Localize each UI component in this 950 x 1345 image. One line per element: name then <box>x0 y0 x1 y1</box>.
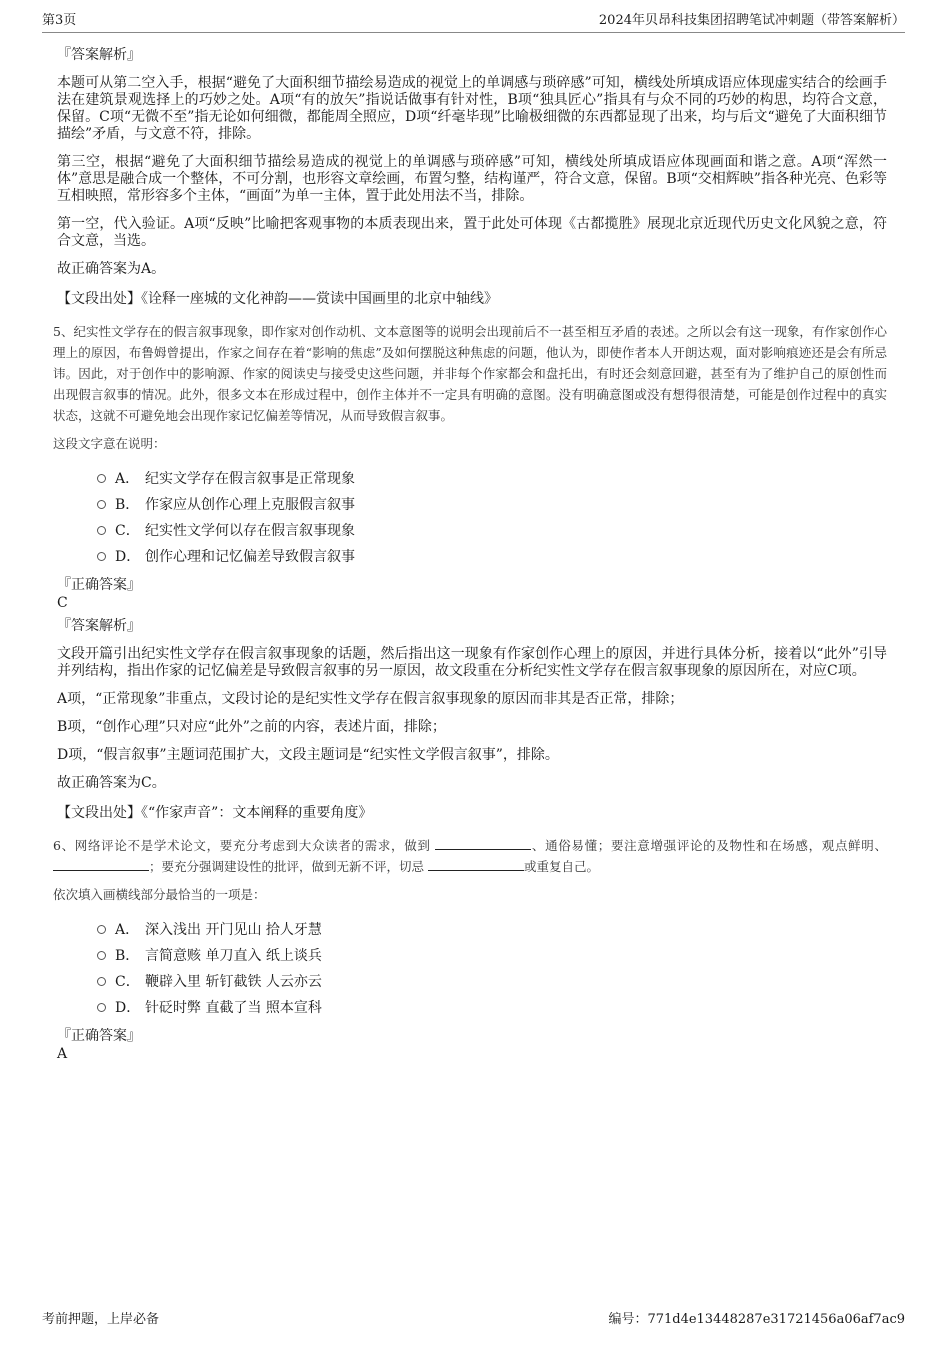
q6-options <box>97 917 887 1021</box>
radio-icon[interactable] <box>97 1003 106 1012</box>
q5-analysis-p2: A项，“正常现象”非重点，文段讨论的是纪实性文学存在假言叙事现象的原因而非其是否正常，排除； <box>57 691 684 707</box>
q6-prompt: 依次填入画横线部分最恰当的一项是： <box>53 887 266 902</box>
q6-option-d[interactable]: D． 针砭时弊 直截了当 照本宣科 <box>97 995 887 1021</box>
document-code: 编号：771d4e13448287e31721456a06af7ac9 <box>608 1312 905 1327</box>
q6-correct-answer: A <box>57 1046 68 1062</box>
radio-icon[interactable] <box>97 500 106 509</box>
radio-icon[interactable] <box>97 925 106 934</box>
page-number: 第3页 <box>42 13 77 28</box>
q4-analysis-p1: 本题可从第二空入手，根据“避免了大面积细节描绘易造成的视觉上的单调感与琐碎感”可知，横线处所填成语应体现虚实结合的绘画手法在建筑景观选择上的巧妙之处。A项“有的放矢”指说话做事有针对性，B项“独具匠心”指具有与众不同的巧妙的构思，均符合文意，保留。C项“无微不至”指无论如何细微，都能周全照应，D项“纤毫毕现”比喻极细微的东西都显现了出来，均与后文“避免了大面积细节描绘”矛盾，与文意不符，排除。 <box>57 75 887 142</box>
q5-option-a[interactable]: A． 纪实文学存在假言叙事是正常现象 <box>97 466 887 492</box>
q4-analysis-tag: 『答案解析』 <box>57 47 141 63</box>
radio-icon[interactable] <box>97 951 106 960</box>
q5-option-d[interactable]: D． 创作心理和记忆偏差导致假言叙事 <box>97 544 887 570</box>
q5-options <box>97 466 887 570</box>
q5-analysis-p5: 故正确答案为C。 <box>57 775 166 791</box>
q5-analysis-p4: D项，“假言叙事”主题词范围扩大，文段主题词是“纪实性文学假言叙事”，排除。 <box>57 747 559 763</box>
radio-icon[interactable] <box>97 552 106 561</box>
q4-analysis-p2: 第三空，根据“避免了大面积细节描绘易造成的视觉上的单调感与琐碎感”可知，横线处所填成语应体现画面和谐之意。A项“浑然一体”意思是融合成一个整体，不可分割，也形容文章绘画，布置匀整，结构谨严，符合文意，保留。B项“交相辉映”指各种光亮、色彩等互相映照，常形容多个主体，“画面”为单一主体，置于此处用法不当，排除。 <box>57 154 887 204</box>
q5-correct-tag: 『正确答案』 <box>57 577 141 593</box>
page-content <box>53 45 887 1067</box>
q5-correct-answer: C <box>57 595 68 611</box>
q5-option-c[interactable]: C． 纪实性文学何以存在假言叙事现象 <box>97 518 887 544</box>
q6-option-a[interactable]: A． 深入浅出 开门见山 拾人牙慧 <box>97 917 887 943</box>
blank-1 <box>435 837 531 850</box>
radio-icon[interactable] <box>97 526 106 535</box>
page-header <box>42 12 905 33</box>
radio-icon[interactable] <box>97 474 106 483</box>
q5-analysis-tag: 『答案解析』 <box>57 618 141 634</box>
q6-correct-tag: 『正确答案』 <box>57 1028 141 1044</box>
q6-stem: 6、网络评论不是学术论文，要充分考虑到大众读者的需求，做到 、通俗易懂；要注意增强评论的及物性和在场感，观点鲜明、 ；要充分强调建设性的批评，做到无新不评，切忌 或重复自己。 <box>53 838 887 874</box>
q5-prompt: 这段文字意在说明： <box>53 436 166 451</box>
radio-icon[interactable] <box>97 977 106 986</box>
q4-analysis-p3: 第一空，代入验证。A项“反映”比喻把客观事物的本质表现出来，置于此处可体现《古都揽胜》展现北京近现代历史文化风貌之意，符合文意，当选。 <box>57 216 887 249</box>
blank-2 <box>53 858 149 871</box>
q5-source: 【文段出处】《“作家声音”：文本阐释的重要角度》 <box>57 805 373 821</box>
blank-3 <box>428 858 524 871</box>
q5-analysis-p3: B项，“创作心理”只对应“此外”之前的内容，表述片面，排除； <box>57 719 446 735</box>
q5-option-b[interactable]: B． 作家应从创作心理上克服假言叙事 <box>97 492 887 518</box>
document-title: 2024年贝昂科技集团招聘笔试冲刺题（带答案解析） <box>598 13 905 28</box>
footer-slogan: 考前押题，上岸必备 <box>42 1312 160 1327</box>
q6-option-c[interactable]: C． 鞭辟入里 斩钉截铁 人云亦云 <box>97 969 887 995</box>
q5-stem: 5、纪实性文学存在的假言叙事现象，即作家对创作动机、文本意图等的说明会出现前后不一甚至相互矛盾的表述。之所以会有这一现象，有作家创作心理上的原因，布鲁姆曾提出，作家之间存在着“影响的焦虑”及如何摆脱这种焦虑的问题，他认为，即使作者本人开朗达观，面对影响痕迹还是会有所忌讳。因此，对于创作中的影响源、作家的阅读史与接受史这些问题，并非每个作家都会和盘托出，有时还会刻意回避，甚至有为了维护自己的原创性而出现假言叙事的情况。此外，很多文本在形成过程中，创作主体并不一定具有明确的意图。没有明确意图或没有想得很清楚，可能是创作过程中的真实状态，这就不可避免地会出现作家记忆偏差等情况，从而导致假言叙事。 <box>53 324 887 423</box>
q4-analysis-p4: 故正确答案为A。 <box>57 261 166 277</box>
q5-analysis-p1: 文段开篇引出纪实性文学存在假言叙事现象的话题，然后指出这一现象有作家创作心理上的原因，并进行具体分析，接着以“此外”引导并列结构，指出作家的记忆偏差是导致假言叙事的另一原因，故文段重在分析纪实性文学存在假言叙事现象的原因所在，对应C项。 <box>57 646 887 679</box>
q6-option-b[interactable]: B． 言简意赅 单刀直入 纸上谈兵 <box>97 943 887 969</box>
q4-source: 【文段出处】《诠释一座城的文化神韵——赏读中国画里的北京中轴线》 <box>57 291 498 307</box>
